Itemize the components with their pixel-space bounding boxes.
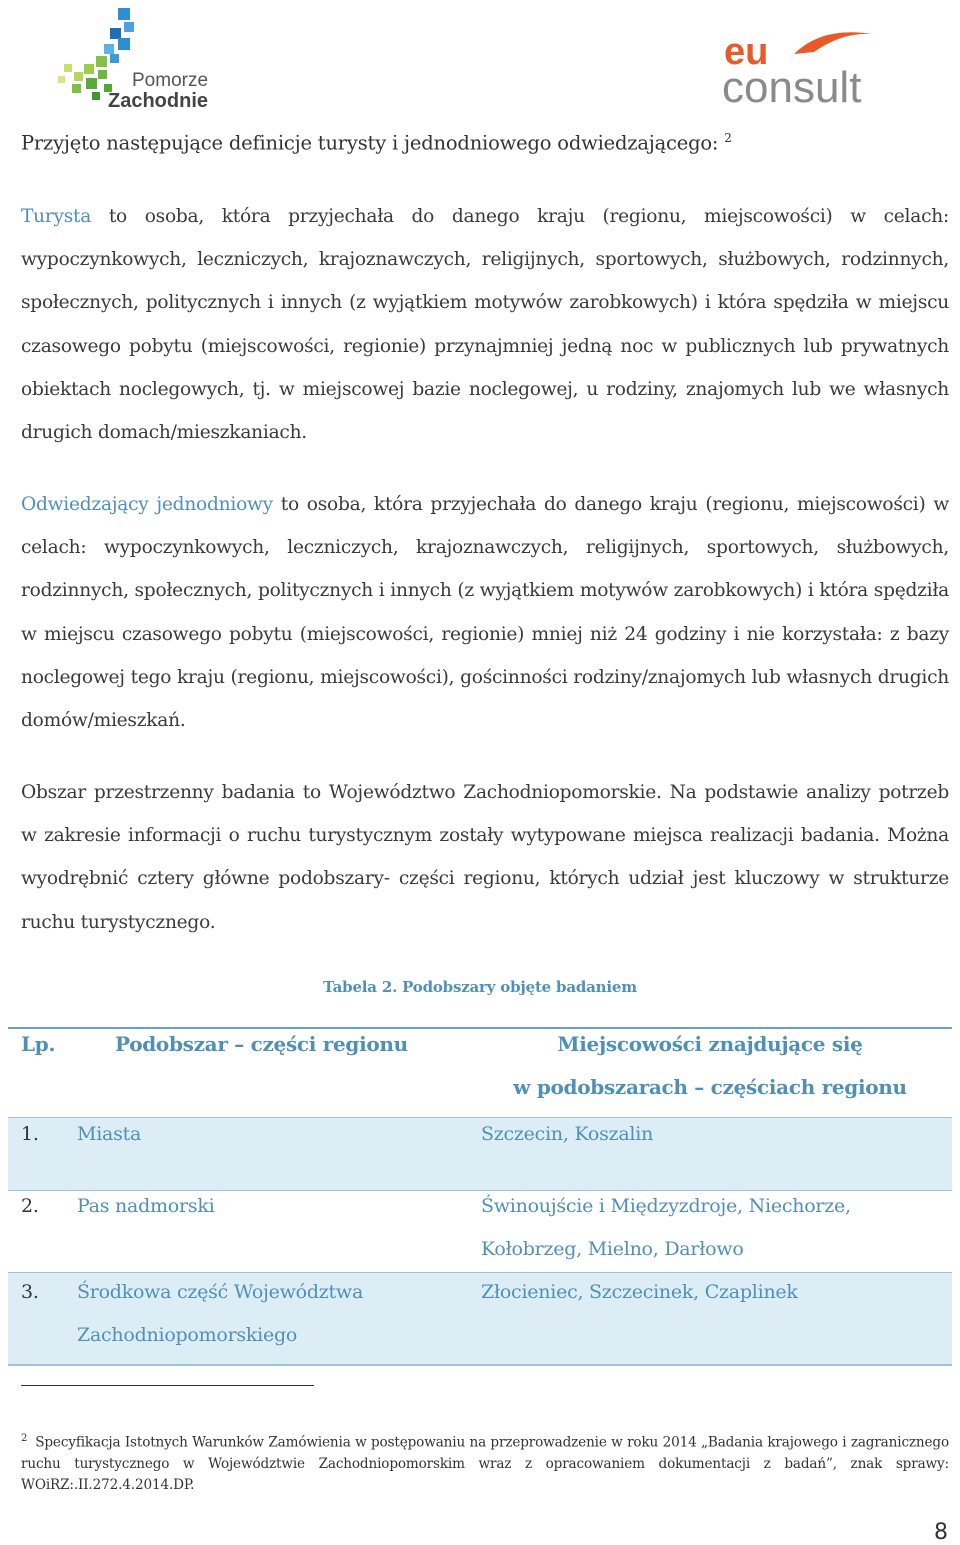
header-places-line2: w podobszarach – częściach regionu	[513, 1075, 907, 1099]
table-top-rule	[8, 1027, 952, 1029]
logo-left-line1: Pomorze	[132, 70, 209, 91]
row3-lp: 3.	[21, 1281, 39, 1303]
footnote-separator	[21, 1385, 314, 1386]
footnote	[21, 1428, 949, 1496]
header-area: Podobszar – części regionu	[115, 1032, 408, 1056]
page-number: 8	[934, 1520, 948, 1545]
definition-tourist	[21, 195, 949, 454]
row1-lp: 1.	[21, 1123, 39, 1145]
header-places-line1: Miejscowości znajdujące się	[557, 1032, 863, 1056]
definition-day-visitor-text: to osoba, która przyjechała do danego kraju (regionu, miejscowości) w celach: wypoczynkowych, leczniczych, krajoznawczych, religijnych, sportowych, służbowych, rodzinnych, społecznych, politycznych i innych (z wyjątkiem motywów zarobkowych) i która spędziła w miejscu czasowego pobytu (miejscowości, regionie) mniej niż 24 godziny i nie korzystała: z bazy noclegowej tego kraju (regionu, miejscowości), gościnności rodziny/znajomych lub własnych drugich domów/mieszkań.	[21, 494, 949, 732]
logo-right-line1: eu	[724, 31, 769, 73]
logo-left-line2: Zachodnie	[108, 90, 209, 112]
pomorze-mosaic-icon	[58, 4, 218, 112]
definition-day-visitor	[21, 483, 949, 742]
term-day-visitor: Odwiedzający jednodniowy	[21, 494, 273, 515]
table-caption: Tabela 2. Podobszary objęte badaniem	[323, 978, 637, 996]
row2-places-line1: Świnoujście i Międzyzdroje, Niechorze,	[481, 1195, 851, 1217]
intro-line	[21, 131, 941, 155]
footnote-text: Specyfikacja Istotnych Warunków Zamówienia w postępowaniu na przeprowadzenie w roku 2014 „Badania krajowego i zagranicznego ruchu turystycznego w Województwie Zachodniopomorskim wraz z opracowaniem dokumentacji z badań”, znak sprawy: WOiRZ:.II.272.4.2014.DP.	[21, 1434, 949, 1493]
area-paragraph: Obszar przestrzenny badania to Województwo Zachodniopomorskie. Na podstawie analizy potrzeb w zakresie informacji o ruchu turystycznym zostały wytypowane miejsca realizacji badania. Można wyodrębnić cztery główne podobszary- części regionu, których udział jest kluczowy w strukturze ruchu turystycznego.	[21, 782, 949, 933]
table-row	[8, 1117, 952, 1190]
euconsult-logo	[722, 24, 892, 106]
row1-places: Szczecin, Koszalin	[481, 1123, 654, 1145]
row2-area: Pas nadmorski	[77, 1195, 215, 1217]
row3-places: Złocieniec, Szczecinek, Czaplinek	[481, 1281, 798, 1303]
row1-area: Miasta	[77, 1123, 142, 1145]
header-lp: Lp.	[21, 1032, 56, 1056]
euconsult-swoosh-icon	[722, 24, 892, 106]
row-rule	[8, 1117, 952, 1118]
footnote-number: 2	[21, 1433, 28, 1444]
table-bottom-rule	[8, 1364, 952, 1366]
footnote-ref: 2	[724, 131, 732, 145]
logo-right-line2: consult	[722, 63, 862, 106]
row3-area-line2: Zachodniopomorskiego	[77, 1324, 298, 1346]
intro-text: Przyjęto następujące definicje turysty i jednodniowego odwiedzającego:	[21, 131, 719, 155]
row2-lp: 2.	[21, 1195, 39, 1217]
pomorze-zachodnie-logo	[58, 4, 218, 112]
term-tourist: Turysta	[21, 206, 92, 227]
definition-tourist-text: to osoba, która przyjechała do danego kraju (regionu, miejscowości) w celach: wypoczynkowych, leczniczych, krajoznawczych, religijnych, sportowych, służbowych, rodzinnych, społecznych, politycznych i innych (z wyjątkiem motywów zarobkowych) i która spędziła w miejscu czasowego pobytu (miejscowości, regionie) przynajmniej jedną noc w publicznych lub prywatnych obiektach noclegowych, tj. w miejscowej bazie noclegowej, u rodziny, znajomych lub we własnych drugich domach/mieszkaniach.	[21, 206, 949, 444]
row3-area-line1: Środkowa część Województwa	[77, 1281, 364, 1303]
row2-places-line2: Kołobrzeg, Mielno, Darłowo	[481, 1238, 744, 1260]
